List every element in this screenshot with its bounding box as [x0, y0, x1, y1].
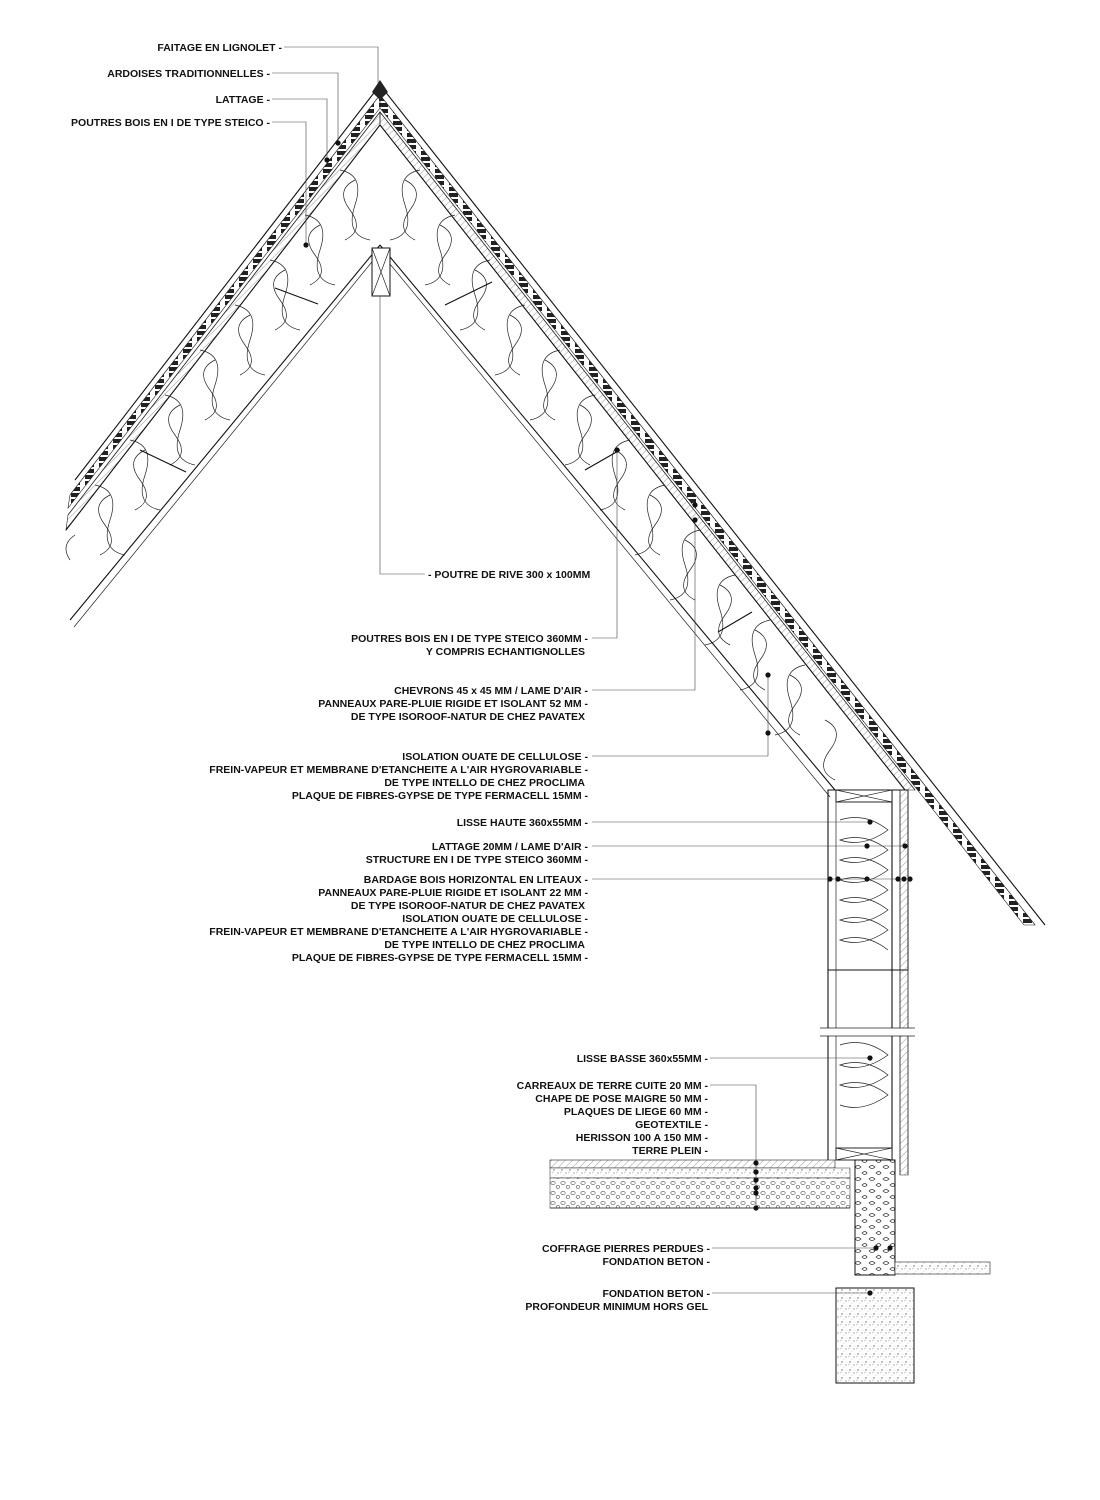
- label-coffrage-line2: FONDATION BETON -: [602, 1256, 710, 1268]
- label-bardage-line6: DE TYPE INTELLO DE CHEZ PROCLIMA: [384, 939, 585, 951]
- label-poutre-rive: - POUTRE DE RIVE 300 x 100MM: [428, 569, 591, 581]
- label-lisse-haute: LISSE HAUTE 360x55MM -: [456, 817, 588, 829]
- label-isolation-line4: PLAQUE DE FIBRES-GYPSE DE TYPE FERMACELL 15MM -: [291, 790, 588, 802]
- label-coffrage-line1: COFFRAGE PIERRES PERDUES -: [541, 1243, 710, 1255]
- label-bardage-line3: DE TYPE ISOROOF-NATUR DE CHEZ PAVATEX: [350, 900, 585, 912]
- label-sol-line1: CARREAUX DE TERRE CUITE 20 MM -: [516, 1080, 708, 1092]
- label-isolation-line2: FREIN-VAPEUR ET MEMBRANE D'ETANCHEITE A L'AIR HYGROVARIABLE -: [209, 764, 588, 776]
- label-ardoises: ARDOISES TRADITIONNELLES -: [107, 68, 270, 80]
- label-sol-line3: PLAQUES DE LIEGE 60 MM -: [563, 1106, 708, 1118]
- label-sol-line6: TERRE PLEIN -: [632, 1145, 708, 1157]
- foundation: [836, 1160, 990, 1383]
- roof-left-slope: [66, 85, 380, 627]
- floor-slab: [550, 1160, 850, 1208]
- label-poutres-360-line1: POUTRES BOIS EN I DE TYPE STEICO 360MM -: [351, 633, 588, 645]
- label-chevrons-line1: CHEVRONS 45 x 45 MM / LAME D'AIR -: [394, 685, 588, 697]
- label-bardage-line7: PLAQUE DE FIBRES-GYPSE DE TYPE FERMACELL 15MM -: [291, 952, 588, 964]
- ridge-cap: [372, 80, 388, 100]
- label-lattage20-line2: STRUCTURE EN I DE TYPE STEICO 360MM -: [365, 854, 588, 866]
- label-bardage-line5: FREIN-VAPEUR ET MEMBRANE D'ETANCHEITE A L'AIR HYGROVARIABLE -: [209, 926, 588, 938]
- label-sol-line5: HERISSON 100 A 150 MM -: [575, 1132, 708, 1144]
- label-fondation-line1: FONDATION BETON -: [602, 1288, 710, 1300]
- label-bardage-line4: ISOLATION OUATE DE CELLULOSE -: [402, 913, 588, 925]
- label-isolation-line1: ISOLATION OUATE DE CELLULOSE -: [402, 751, 588, 763]
- label-sol-line4: GEOTEXTILE -: [635, 1119, 708, 1131]
- label-poutres-steico: POUTRES BOIS EN I DE TYPE STEICO -: [71, 117, 270, 129]
- label-lattage: LATTAGE -: [215, 94, 270, 106]
- label-faitage: FAITAGE EN LIGNOLET -: [157, 42, 282, 54]
- label-fondation-line2: PROFONDEUR MINIMUM HORS GEL: [525, 1301, 708, 1313]
- label-lattage20-line1: LATTAGE 20MM / LAME D'AIR -: [431, 841, 588, 853]
- label-poutres-360-line2: Y COMPRIS ECHANTIGNOLLES: [425, 646, 585, 658]
- annotations: [71, 42, 710, 1313]
- label-chevrons-line3: DE TYPE ISOROOF-NATUR DE CHEZ PAVATEX: [350, 711, 585, 723]
- label-isolation-line3: DE TYPE INTELLO DE CHEZ PROCLIMA: [384, 777, 585, 789]
- label-bardage-line2: PANNEAUX PARE-PLUIE RIGIDE ET ISOLANT 22 MM -: [318, 887, 588, 899]
- label-sol-line2: CHAPE DE POSE MAIGRE 50 MM -: [535, 1093, 708, 1105]
- label-chevrons-line2: PANNEAUX PARE-PLUIE RIGIDE ET ISOLANT 52 MM -: [318, 698, 588, 710]
- label-lisse-basse: LISSE BASSE 360x55MM -: [576, 1053, 708, 1065]
- label-bardage-line1: BARDAGE BOIS HORIZONTAL EN LITEAUX -: [363, 874, 588, 886]
